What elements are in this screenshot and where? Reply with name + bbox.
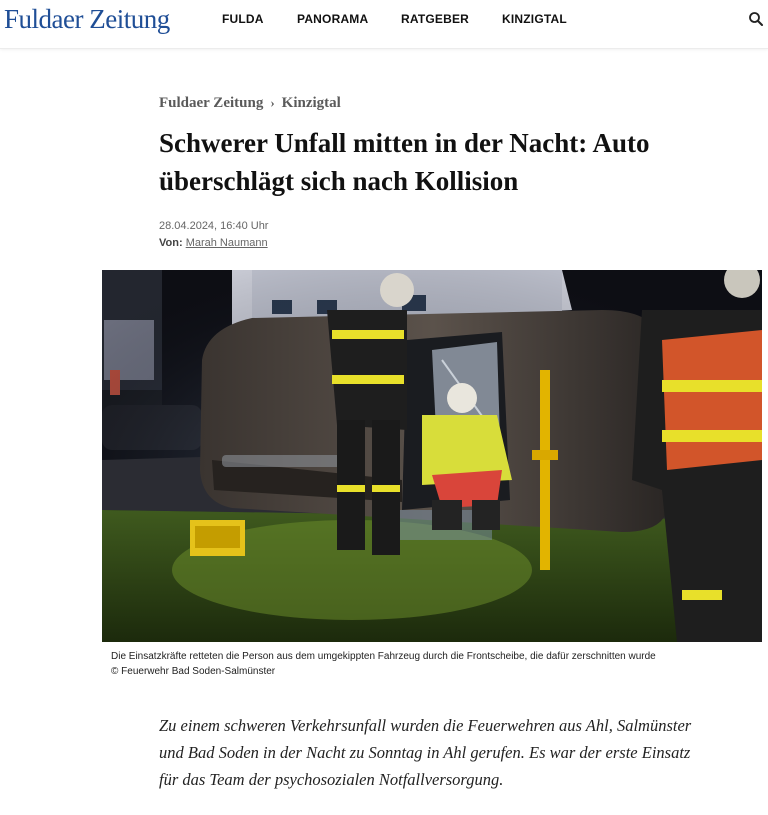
article-title: Schwerer Unfall mitten in der Nacht: Auto überschlägt sich nach Kollision [159, 128, 650, 196]
article-date: 28.04.2024, 16:40 Uhr [159, 220, 269, 232]
nav-item-kinzigtal[interactable]: KINZIGTAL [502, 12, 567, 26]
article-byline [159, 235, 268, 252]
breadcrumb [159, 95, 341, 112]
search-icon[interactable] [748, 11, 764, 27]
article-meta [159, 218, 268, 252]
nav-item-panorama[interactable]: PANORAMA [297, 12, 369, 26]
article-lead: Zu einem schweren Verkehrsunfall wurden die Feuerwehren aus Ahl, Salmünster und Bad Soden in der Nacht zu Sonntag in Ahl gerufen. Es war der erste Einsatz für das Team der psychosozialen Notfallversorgung. [159, 716, 692, 789]
image-caption [111, 649, 751, 679]
site-header [0, 0, 768, 49]
author-link[interactable]: Marah Naumann [185, 237, 268, 249]
breadcrumb-kinzigtal[interactable]: Kinzigtal [281, 95, 341, 111]
nav-item-ratgeber[interactable]: RATGEBER [401, 12, 470, 26]
chevron-right-icon: › [270, 95, 275, 110]
nav-item-fulda[interactable]: FULDA [222, 12, 264, 26]
byline-label: Von: [159, 237, 183, 249]
caption-text: Die Einsatzkräfte retteten die Person aus dem umgekippten Fahrzeug durch die Frontscheibe, die dafür zerschnitten wurde [111, 651, 656, 662]
image-credit: © Feuerwehr Bad Soden-Salmünster [111, 666, 276, 677]
accident-scene-illustration [102, 270, 762, 642]
site-logo[interactable]: Fuldaer Zeitung [4, 4, 170, 34]
article-image[interactable] [102, 270, 762, 642]
breadcrumb-home[interactable]: Fuldaer Zeitung [159, 95, 264, 111]
